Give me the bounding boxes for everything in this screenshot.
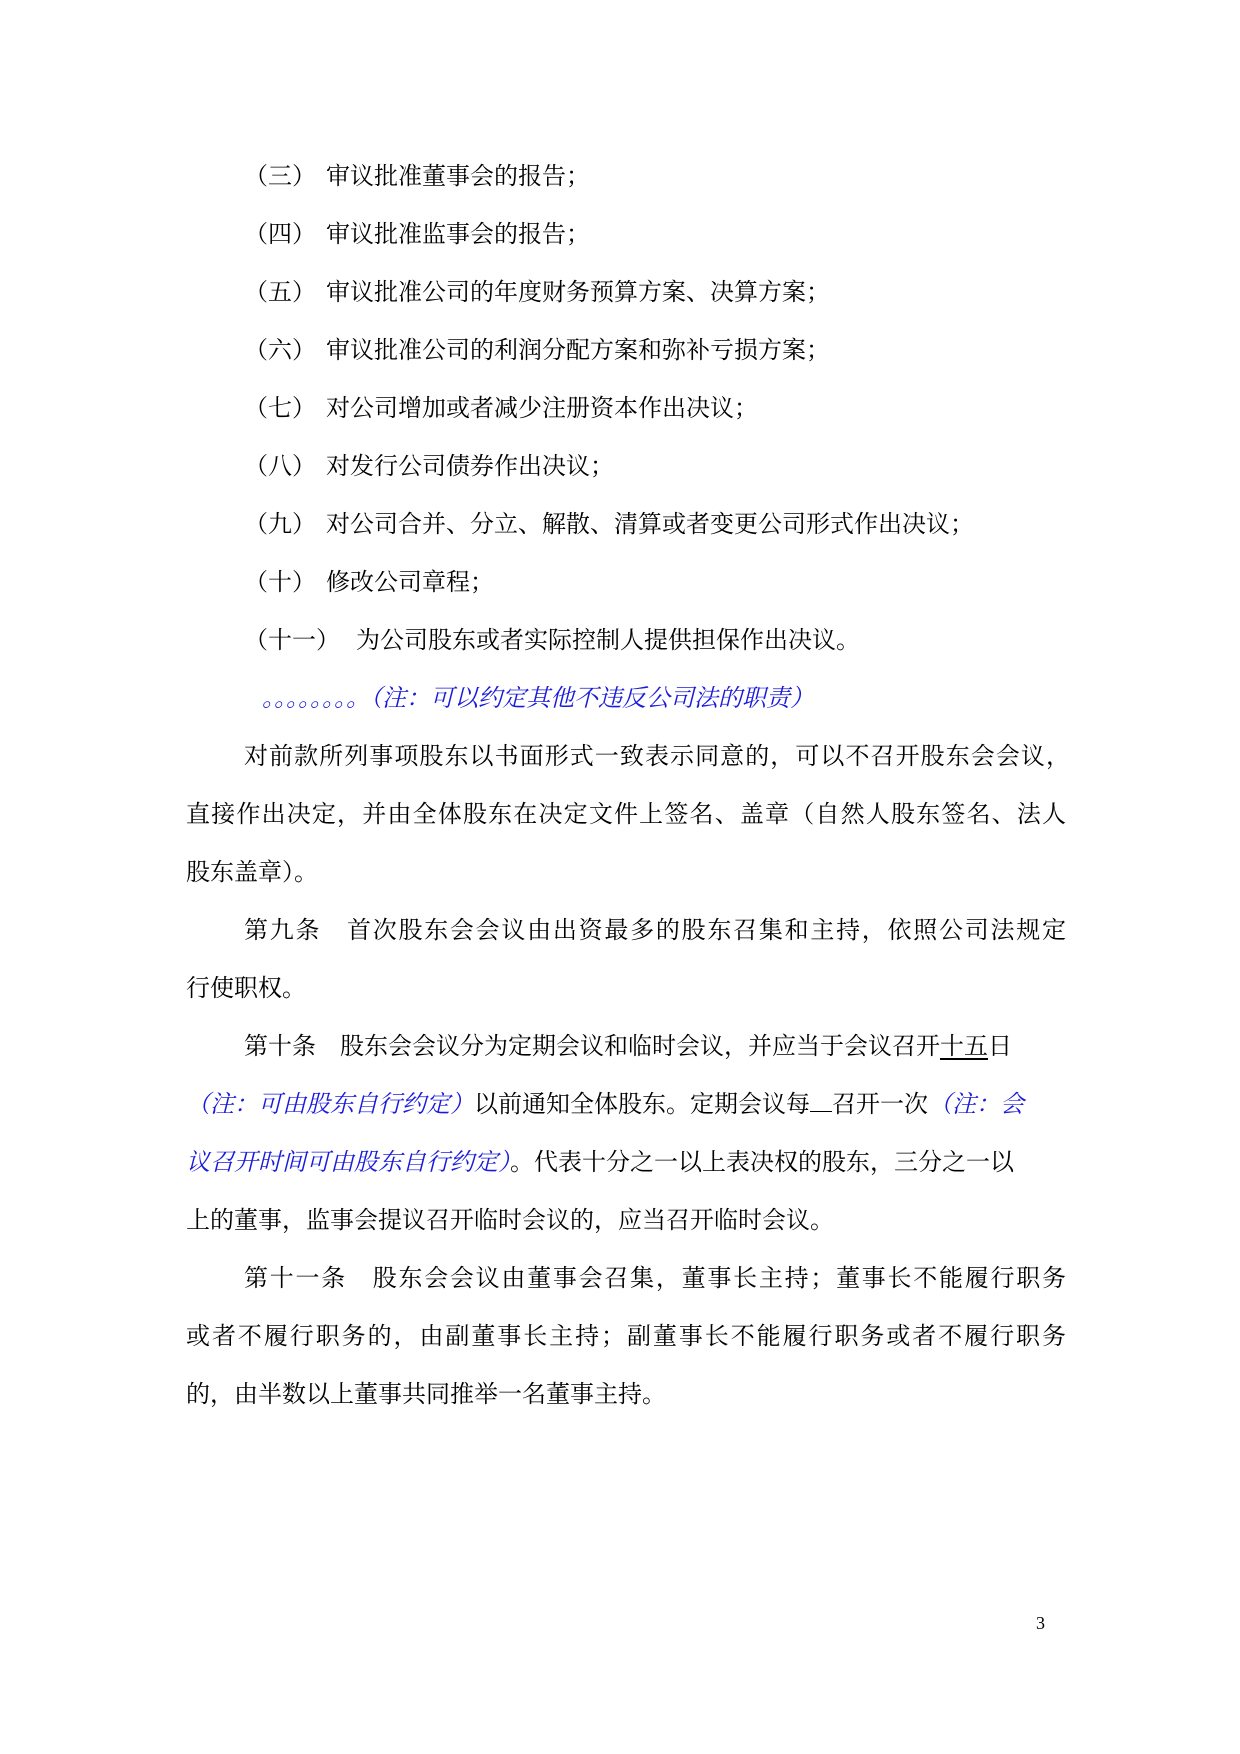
note-text: （注：会	[928, 1090, 1024, 1118]
list-item	[244, 218, 590, 250]
page-number: 3	[1036, 1613, 1045, 1633]
list-item	[244, 276, 830, 308]
article-11-line: 第十一条 股东会会议由董事会召集，董事长主持；董事长不能履行职务	[244, 1264, 1066, 1292]
item-number: （八）	[244, 452, 316, 480]
item-number: （十）	[244, 568, 316, 596]
item-text: 审议批准董事会的报告；	[326, 162, 590, 190]
notice-days-value: 十五	[940, 1032, 988, 1060]
item-number: （七）	[244, 394, 316, 422]
list-item	[244, 334, 830, 366]
item-text: 审议批准公司的利润分配方案和弥补亏损方案；	[326, 336, 830, 364]
item-number: （十一）	[244, 626, 340, 654]
item-number: （九）	[244, 510, 316, 538]
article-11-line: 或者不履行职务的，由副董事长主持；副董事长不能履行职务或者不履行职务	[186, 1322, 1066, 1350]
item-number: （三）	[244, 162, 316, 190]
article-10-text: 第十条 股东会会议分为定期会议和临时会议，并应当于会议召开	[244, 1032, 940, 1060]
list-item	[244, 508, 974, 540]
note-text: （注：可由股东自行约定）	[186, 1090, 474, 1118]
article-10-line	[186, 1088, 1024, 1120]
item-text: 审议批准公司的年度财务预算方案、决算方案；	[326, 278, 830, 306]
article-10-line	[244, 1030, 1012, 1062]
article-9-line: 行使职权。	[186, 974, 306, 1002]
item-number: （四）	[244, 220, 316, 248]
note-text: 议召开时间可由股东自行约定）	[186, 1148, 510, 1176]
paragraph-line: 股东盖章）。	[186, 858, 318, 886]
article-10-text: 召开一次	[832, 1090, 928, 1118]
blank-field	[810, 1089, 832, 1112]
article-10-text: 。代表十分之一以上表决权的股东，三分之一以	[510, 1148, 1014, 1176]
article-11-line: 的，由半数以上董事共同推举一名董事主持。	[186, 1380, 666, 1408]
item-text: 为公司股东或者实际控制人提供担保作出决议。	[356, 626, 860, 654]
item-text: 对公司增加或者减少注册资本作出决议；	[326, 394, 758, 422]
paragraph-line: 直接作出决定，并由全体股东在决定文件上签名、盖章（自然人股东签名、法人	[186, 800, 1066, 828]
note-text: （注：可以约定其他不违反公司法的职责）	[370, 684, 814, 712]
item-text: 对公司合并、分立、解散、清算或者变更公司形式作出决议；	[326, 510, 974, 538]
paragraph-line: 对前款所列事项股东以书面形式一致表示同意的，可以不召开股东会会议，	[244, 742, 1070, 770]
item-number: （五）	[244, 278, 316, 306]
article-10-text: 日	[988, 1032, 1012, 1060]
item-text: 修改公司章程；	[326, 568, 494, 596]
note-line	[262, 682, 814, 714]
article-10-line	[186, 1146, 1014, 1178]
list-item	[244, 160, 590, 192]
list-item	[244, 450, 614, 482]
article-9-line: 第九条 首次股东会会议由出资最多的股东召集和主持，依照公司法规定	[244, 916, 1066, 944]
list-item	[244, 392, 758, 424]
item-number: （六）	[244, 336, 316, 364]
article-10-line: 上的董事，监事会提议召开临时会议的，应当召开临时会议。	[186, 1206, 834, 1234]
item-text: 审议批准监事会的报告；	[326, 220, 590, 248]
list-item	[244, 624, 860, 656]
ellipsis-dots: 。。。。。。。。	[262, 684, 370, 712]
item-text: 对发行公司债券作出决议；	[326, 452, 614, 480]
list-item	[244, 566, 494, 598]
article-10-text: 以前通知全体股东。定期会议每	[474, 1090, 810, 1118]
